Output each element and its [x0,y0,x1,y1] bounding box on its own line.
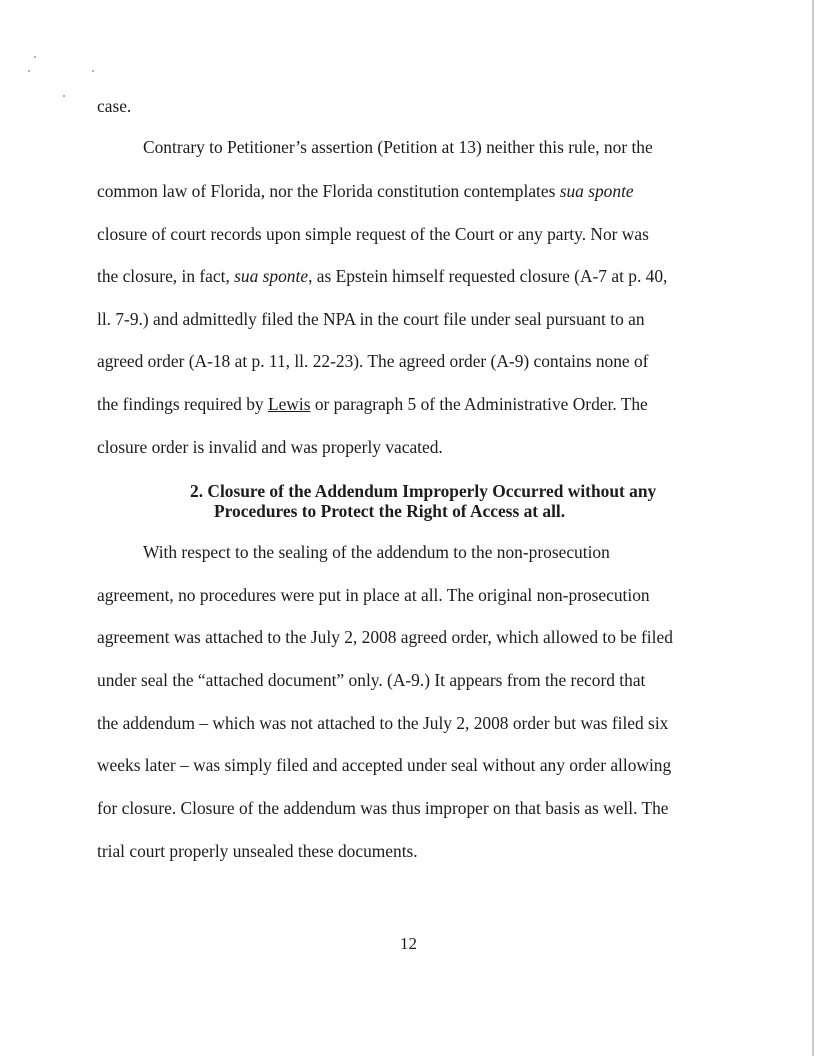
body-line: the addendum – which was not attached to the July 2, 2008 order but was filed six [97,713,669,733]
page-number: 12 [400,934,417,953]
body-line: ll. 7-9.) and admittedly filed the NPA in the court file under seal pursuant to an [97,309,645,329]
section-heading-line-2: Procedures to Protect the Right of Access at all. [214,501,566,521]
body-line: agreement, no procedures were put in place at all. The original non-prosecution [97,585,650,605]
body-line: closure of court records upon simple request of the Court or any party. Nor was [97,224,649,244]
body-line: agreement was attached to the July 2, 2008 agreed order, which allowed to be filed [97,627,673,647]
scan-speck [34,56,36,58]
scan-speck [28,70,30,72]
scan-edge-line [812,0,814,1056]
italic-term: sua sponte [559,181,634,201]
body-line: under seal the “attached document” only. (A-9.) It appears from the record that [97,670,646,690]
body-line: for closure. Closure of the addendum was thus improper on that basis as well. The [97,798,669,818]
body-line: the findings required by Lewis or paragraph 5 of the Administrative Order. The [97,394,648,414]
section-heading-line-1: 2. Closure of the Addendum Improperly Occurred without any [190,481,657,501]
body-line: closure order is invalid and was properly vacated. [97,437,443,457]
body-line: weeks later – was simply filed and accepted under seal without any order allowing [97,755,672,775]
body-line: trial court properly unsealed these documents. [97,841,418,861]
italic-term: sua sponte [234,266,309,286]
body-line: agreed order (A-18 at p. 11, ll. 22-23). The agreed order (A-9) contains none of [97,351,649,371]
body-line: With respect to the sealing of the addendum to the non-prosecution [143,542,610,562]
body-line: Contrary to Petitioner’s assertion (Petition at 13) neither this rule, nor the [143,137,653,157]
case-name-lewis: Lewis [267,394,311,414]
scan-speck [92,70,94,72]
scan-speck [63,95,65,97]
body-line: common law of Florida, nor the Florida constitution contemplates sua sponte [97,181,634,201]
body-line: the closure, in fact, sua sponte, as Epstein himself requested closure (A-7 at p. 40, [97,266,668,286]
body-line: case. [97,96,132,116]
